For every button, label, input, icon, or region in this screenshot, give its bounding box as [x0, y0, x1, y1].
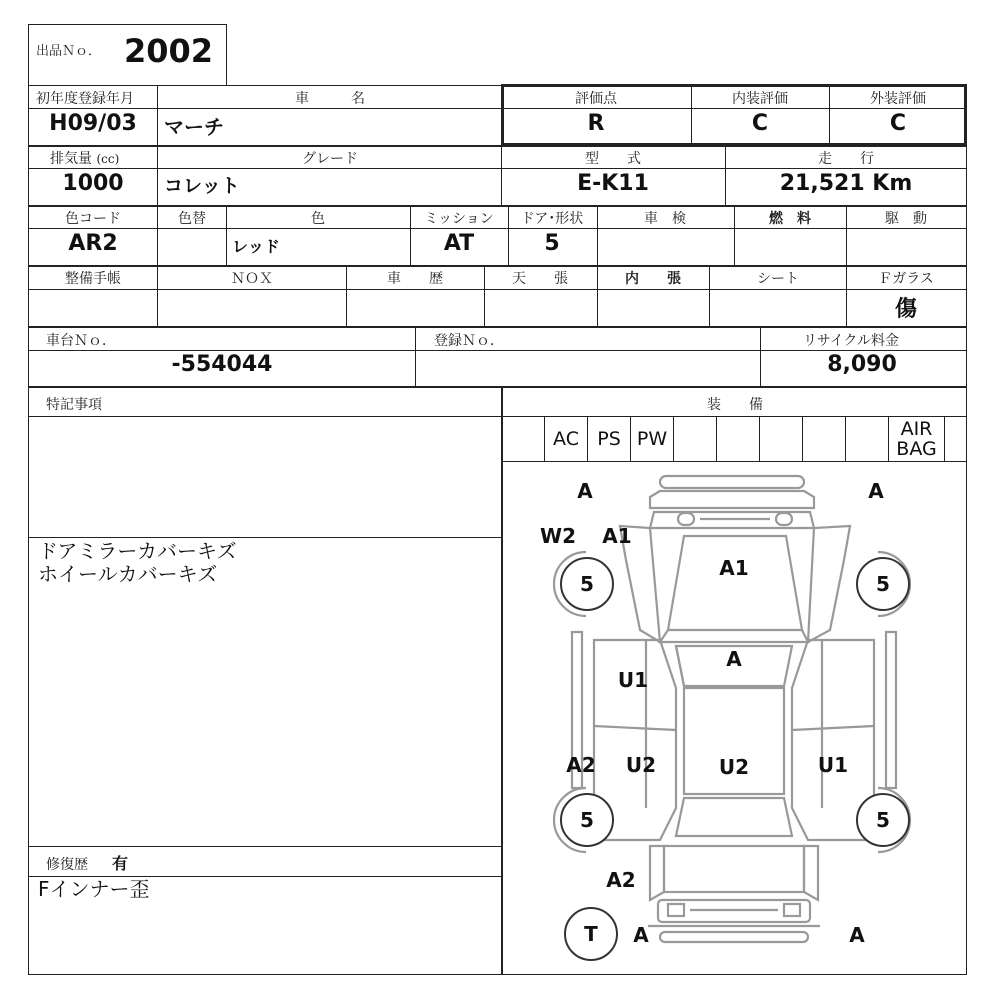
interior-score-label: 内装評価 — [732, 91, 788, 107]
chassis-value: -554044 — [171, 352, 273, 377]
equipment-cell — [502, 416, 545, 461]
equipment-cell — [945, 416, 967, 461]
exterior-score-value: C — [889, 111, 907, 136]
displacement-value: 1000 — [62, 171, 124, 196]
hline — [28, 289, 967, 290]
vline — [846, 205, 847, 265]
vline — [226, 205, 227, 265]
equipment-cell — [760, 416, 803, 461]
ceiling-label: 天 張 — [512, 271, 568, 287]
inspection-label: 車 検 — [644, 211, 686, 227]
vline — [157, 145, 158, 205]
vline — [597, 265, 598, 326]
vline — [346, 265, 347, 326]
hline — [28, 168, 967, 169]
wheel-rear-right: 5 — [856, 793, 910, 847]
hline — [28, 537, 502, 538]
remarks-label: 特記事項 — [46, 397, 102, 413]
vline — [501, 145, 502, 205]
color-code-value: AR2 — [68, 231, 118, 256]
vline — [760, 326, 761, 386]
damage-rear-right: A — [849, 923, 865, 947]
repair-history-label: 修復歴 — [46, 857, 88, 873]
hline — [28, 228, 967, 229]
exterior-score-label: 外装評価 — [870, 91, 926, 107]
remarks-line-1: ドアミラーカバーキズ — [38, 539, 237, 563]
fuel-label: 燃 料 — [769, 211, 811, 227]
nox-label: ＮＯＸ — [231, 271, 273, 287]
damage-windshield: A — [726, 647, 742, 671]
damage-bonnet: A1 — [719, 556, 749, 580]
recycle-label: リサイクル料金 — [802, 333, 900, 349]
fglass-label: Ｆガラス — [878, 271, 934, 287]
displacement-label-text: 排気量 — [50, 151, 92, 167]
mission-value: AT — [443, 231, 475, 256]
drive-label: 駆 動 — [885, 211, 927, 227]
hline — [28, 265, 967, 267]
damage-roof: U2 — [718, 755, 750, 779]
vline — [484, 265, 485, 326]
repair-note: Fインナー歪 — [38, 877, 150, 901]
damage-right-side: U1 — [817, 753, 849, 777]
hline — [28, 350, 967, 351]
vline — [415, 326, 416, 386]
equipment-cell — [717, 416, 760, 461]
lot-number: 2002 — [124, 32, 214, 70]
damage-trunk: A2 — [606, 868, 636, 892]
car-name-label: 車 名 — [295, 91, 365, 107]
wheel-front-right: 5 — [856, 557, 910, 611]
equipment-cell — [889, 416, 945, 461]
color-label: 色 — [311, 211, 325, 227]
equipment-cell — [846, 416, 889, 461]
equipment-label: 装 備 — [707, 397, 763, 413]
maintenance-label: 整備手帳 — [65, 271, 121, 287]
first-registration-value: H09/03 — [49, 111, 137, 136]
mission-label: ミッション — [424, 211, 494, 227]
spare-tire: T — [564, 907, 618, 961]
score-label: 評価点 — [575, 91, 617, 107]
damage-front-left: A — [577, 479, 593, 503]
color-change-label: 色替 — [178, 211, 206, 227]
equipment-item: AIR BAG — [896, 417, 937, 460]
hline — [28, 108, 502, 109]
interior-score-value: C — [751, 111, 769, 136]
equipment-row — [502, 416, 967, 461]
interior-trim-label: 内 張 — [625, 271, 681, 287]
vline — [410, 205, 411, 265]
vline — [709, 265, 710, 326]
displacement-label — [50, 148, 119, 168]
chassis-label: 車台Ｎｏ． — [46, 333, 116, 349]
door-label: ドア･形状 — [520, 211, 584, 227]
mileage-value: 21,521 Km — [779, 171, 913, 196]
damage-w2: W2 — [540, 524, 576, 548]
vline — [157, 205, 158, 265]
wheel-front-left: 5 — [560, 557, 614, 611]
door-value: 5 — [544, 231, 560, 256]
color-value: レッド — [232, 237, 280, 256]
equipment-cell — [803, 416, 846, 461]
lot-number-label: 出品Ｎｏ． — [36, 44, 102, 59]
grade-value: コレット — [164, 175, 240, 197]
equipment-item: PS — [597, 427, 621, 450]
grade-label: グレード — [302, 151, 358, 167]
mileage-label: 走 行 — [818, 151, 874, 167]
recycle-value: 8,090 — [827, 352, 897, 377]
hline — [28, 326, 967, 328]
vline — [508, 205, 509, 265]
first-registration-label: 初年度登録年月 — [36, 91, 134, 107]
damage-a1-front: A1 — [602, 524, 632, 548]
remarks-line-2: ホイールカバーキズ — [38, 562, 218, 586]
vline — [846, 265, 847, 326]
repair-history-value: 有 — [112, 854, 129, 873]
hline — [28, 205, 967, 207]
seat-label: シート — [757, 271, 799, 287]
vline — [597, 205, 598, 265]
hline — [28, 846, 502, 847]
damage-left-front-door: U1 — [617, 668, 649, 692]
model-value: E-K11 — [577, 171, 649, 196]
color-code-label: 色コード — [65, 211, 121, 227]
model-label: 型 式 — [585, 151, 641, 167]
equipment-cell — [631, 416, 674, 461]
damage-front-right: A — [868, 479, 884, 503]
history-label: 車 歴 — [387, 271, 443, 287]
equipment-cell — [588, 416, 631, 461]
vline — [734, 205, 735, 265]
equipment-item: PW — [636, 427, 668, 450]
registration-label: 登録Ｎｏ． — [434, 333, 504, 349]
fglass-value: 傷 — [894, 297, 918, 322]
damage-rear-left: A — [633, 923, 649, 947]
vline — [725, 145, 726, 205]
vline — [157, 265, 158, 326]
car-name-value: マーチ — [164, 115, 224, 139]
vline — [157, 85, 158, 145]
damage-left-rear-a2: A2 — [566, 753, 596, 777]
equipment-item: AC — [553, 427, 579, 450]
equipment-cell — [545, 416, 588, 461]
wheel-rear-left: 5 — [560, 793, 614, 847]
displacement-unit: (cc) — [96, 152, 120, 166]
hline — [28, 386, 967, 388]
score-value: R — [587, 111, 605, 136]
damage-left-rear-u2: U2 — [625, 753, 657, 777]
equipment-cell — [674, 416, 717, 461]
